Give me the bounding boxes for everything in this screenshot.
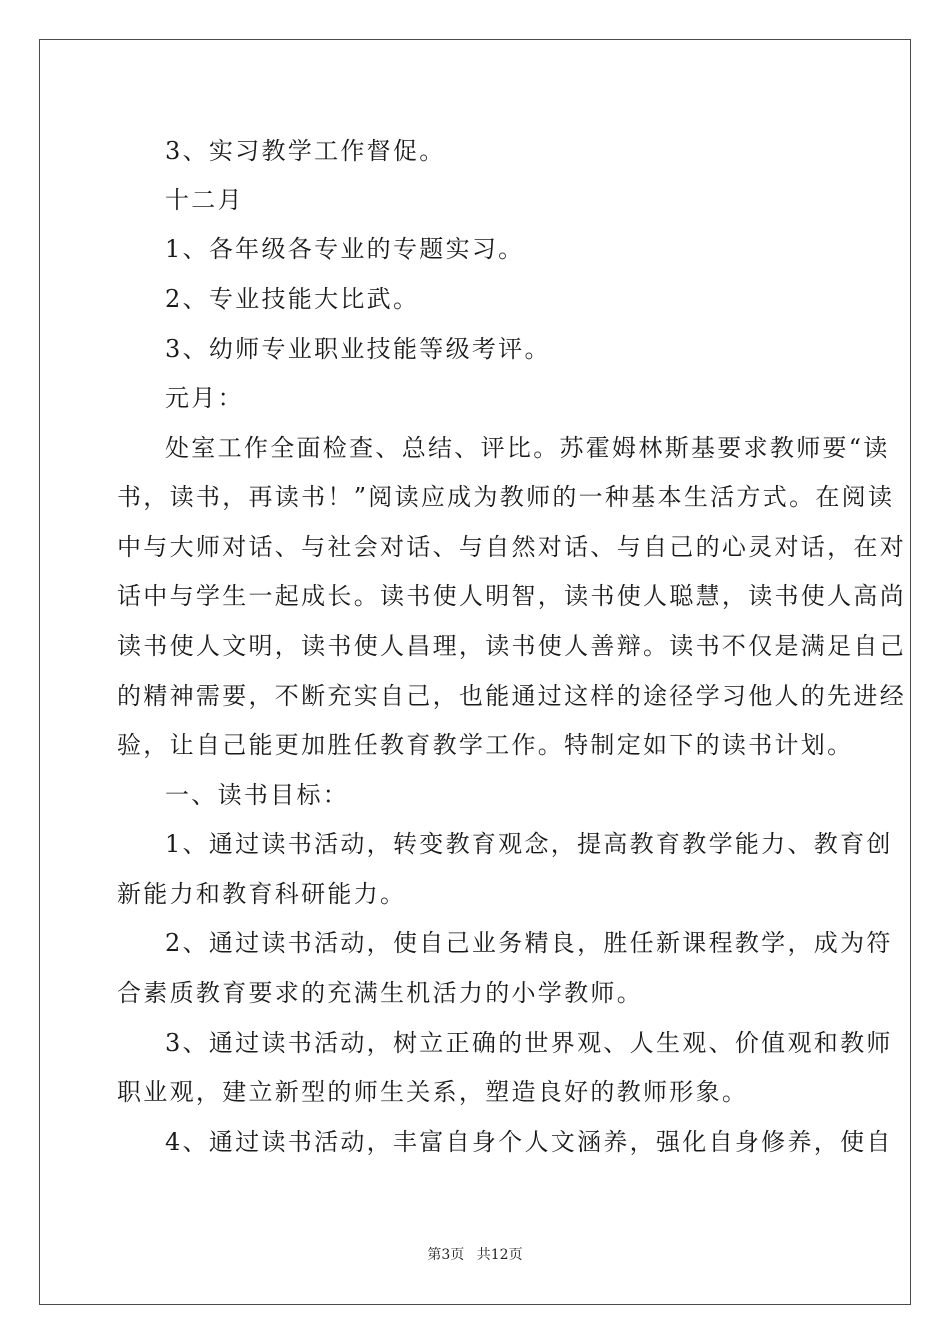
paragraph-line: 话中与学生一起成长。读书使人明智，读书使人聪慧，读书使人高尚 <box>117 582 906 610</box>
paragraph-line: 新能力和教育科研能力。 <box>117 880 407 908</box>
page-number: 第3页 <box>427 1247 465 1263</box>
paragraph-line: 中与大师对话、与社会对话、与自然对话、与自己的心灵对话，在对 <box>117 533 906 561</box>
paragraph-line: 书，读书，再读书！”阅读应成为教师的一种基本生活方式。在阅读 <box>117 483 895 511</box>
paragraph-line: 职业观，建立新型的师生关系，塑造良好的教师形象。 <box>117 1078 749 1106</box>
paragraph-line: 读书使人文明，读书使人昌理，读书使人善辩。读书不仅是满足自己 <box>117 632 906 660</box>
page-total: 共12页 <box>476 1247 523 1263</box>
page-footer <box>0 1244 950 1264</box>
paragraph-line: 验，让自己能更加胜任教育教学工作。特制定如下的读书计划。 <box>117 731 854 759</box>
paragraph-line: 2、通过读书活动，使自己业务精良，胜任新课程教学，成为符 <box>165 929 893 957</box>
paragraph-line: 4、通过读书活动，丰富自身个人文涵养，强化自身修养，使自 <box>165 1128 893 1156</box>
section-heading: 一、读书目标： <box>165 781 350 809</box>
paragraph-line: 1、各年级各专业的专题实习。 <box>165 235 525 263</box>
section-heading: 元月： <box>165 384 244 412</box>
paragraph-line: 2、专业技能大比武。 <box>165 285 420 313</box>
paragraph-line: 处室工作全面检查、总结、评比。苏霍姆林斯基要求教师要“读 <box>165 434 890 462</box>
paragraph-line: 的精神需要，不断充实自己，也能通过这样的途径学习他人的先进经 <box>117 682 906 710</box>
paragraph-line: 合素质教育要求的充满生机活力的小学教师。 <box>117 979 643 1007</box>
paragraph-line: 3、幼师专业职业技能等级考评。 <box>165 335 551 363</box>
paragraph-line: 3、实习教学工作督促。 <box>165 137 446 165</box>
paragraph-line: 3、通过读书活动，树立正确的世界观、人生观、价值观和教师 <box>165 1029 893 1057</box>
paragraph-line: 1、通过读书活动，转变教育观念，提高教育教学能力、教育创 <box>165 830 893 858</box>
section-heading: 十二月 <box>165 186 244 214</box>
